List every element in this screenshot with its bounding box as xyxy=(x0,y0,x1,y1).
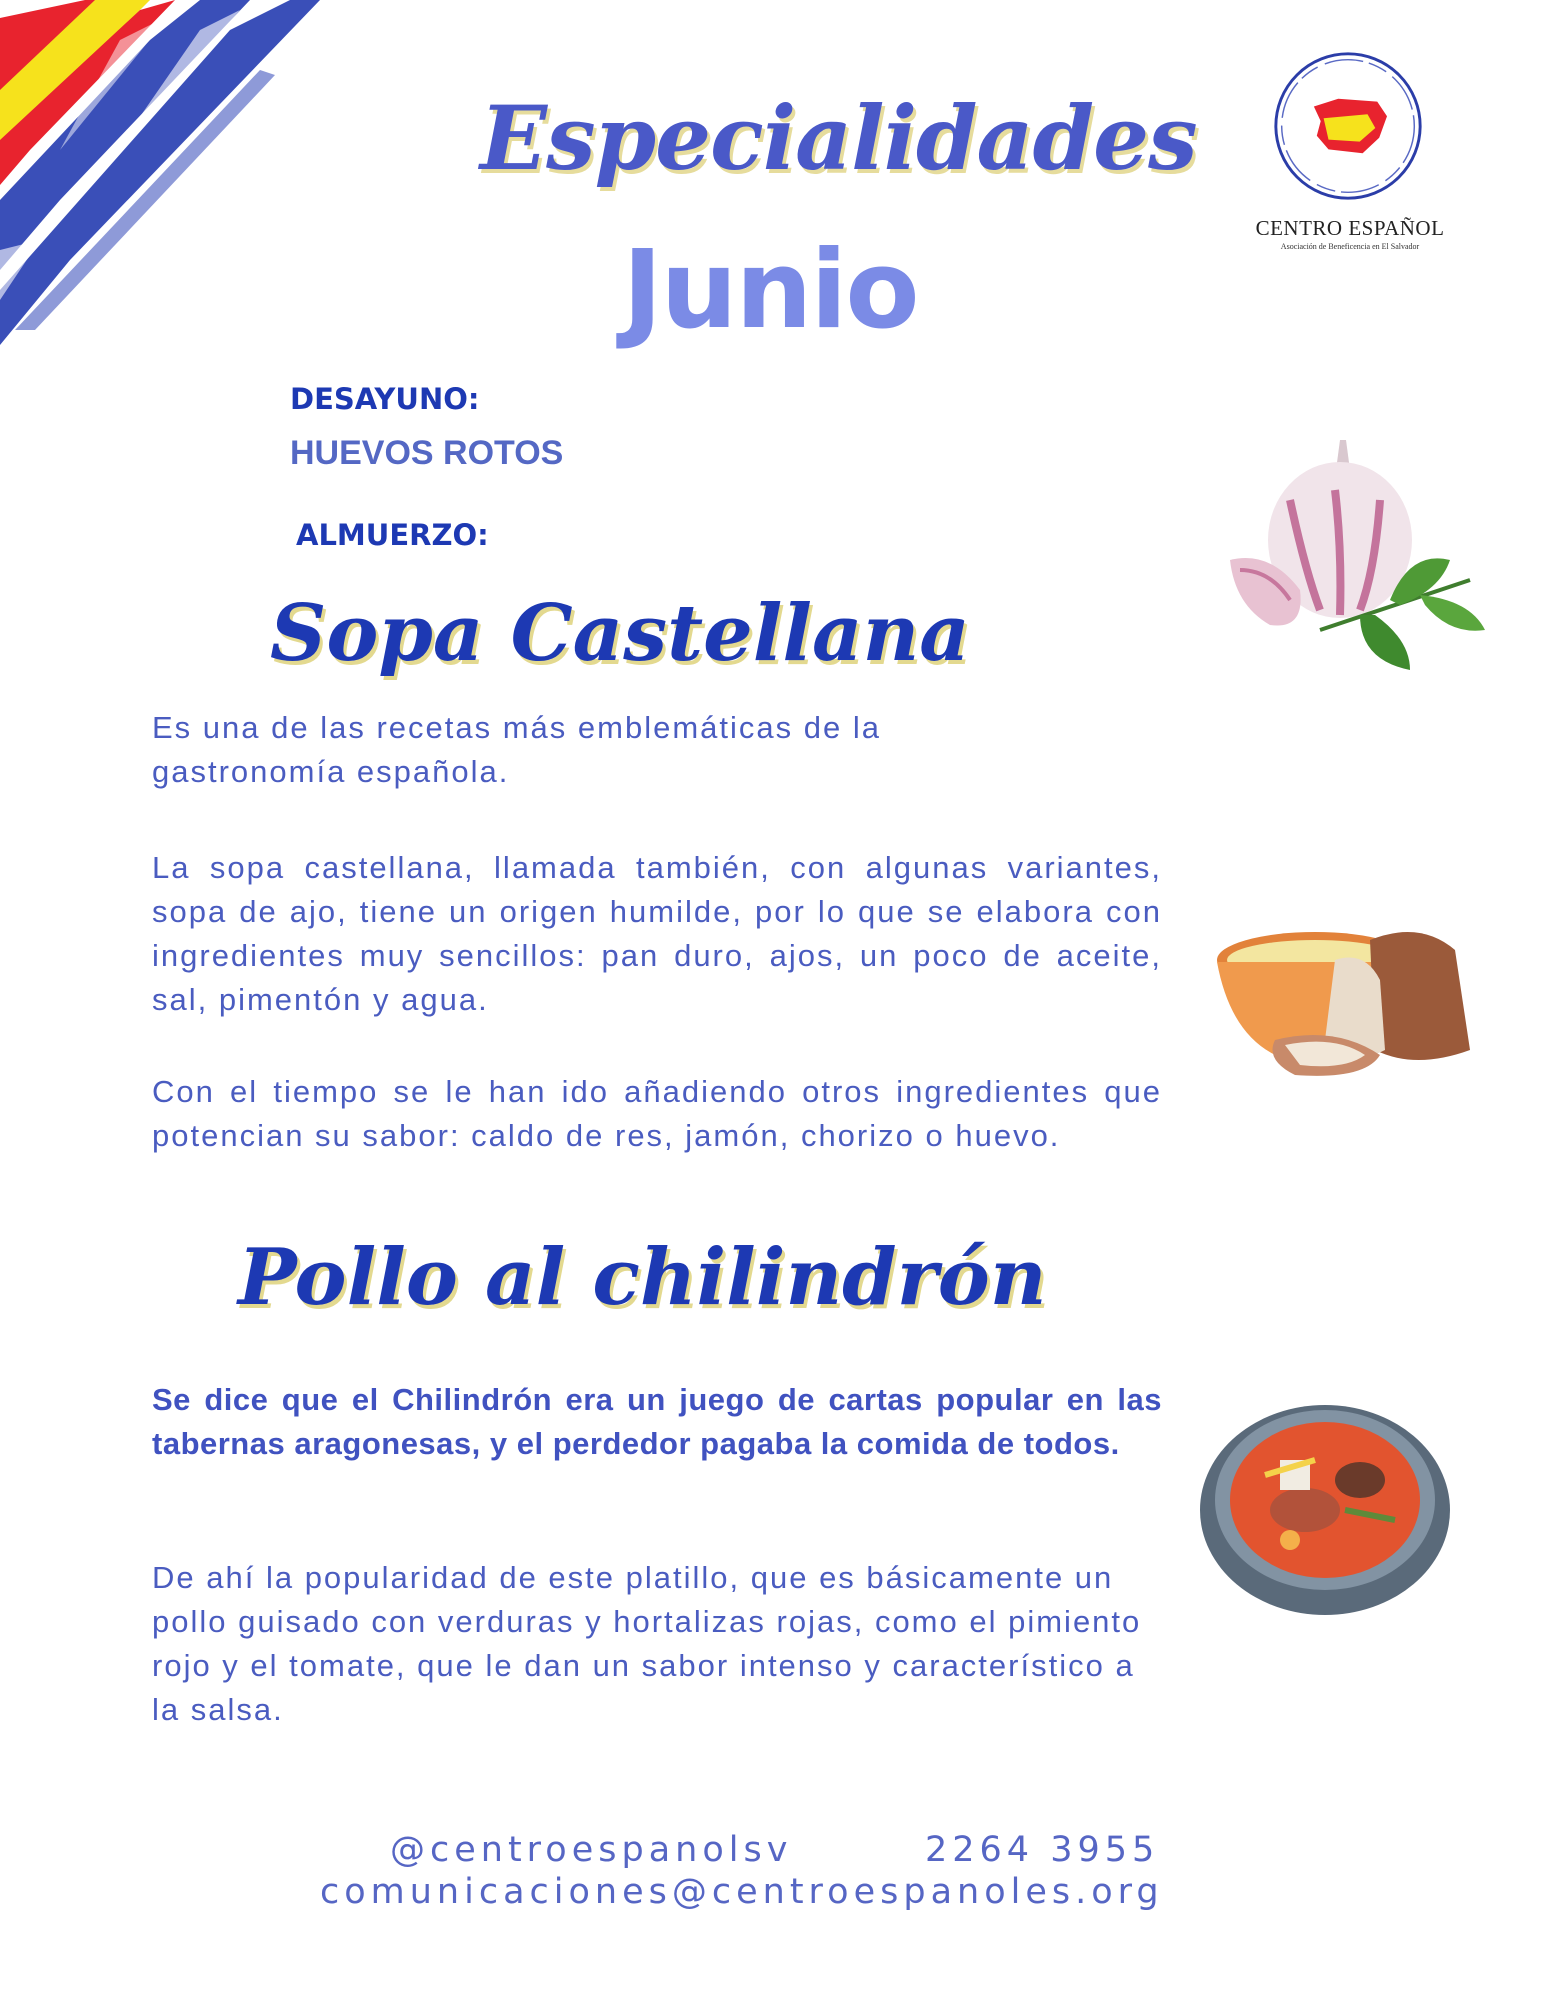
dish-paragraph: Es una de las recetas más emblemáticas de la gastronomía española. xyxy=(152,710,881,789)
page-subtitle-month: Junio xyxy=(622,228,918,353)
dish-paragraph: De ahí la popularidad de este platillo, que es básicamente un pollo guisado con verduras y hortalizas rojas, como el pimiento rojo y el tomate, que le dan un sabor intenso y característico a la salsa. xyxy=(152,1560,1142,1727)
lunch-label: ALMUERZO: xyxy=(296,518,489,552)
footer-phone[interactable]: 2264 3955 xyxy=(925,1830,1160,1870)
soup-bread-icon xyxy=(1215,920,1475,1100)
dish-title-pollo-al-chilindron: Pollo al chilindrón xyxy=(238,1232,1047,1323)
dish-title-sopa-castellana: Sopa Castellana xyxy=(270,588,970,679)
flag-brush-decoration xyxy=(0,0,360,360)
dish-paragraph: La sopa castellana, llamada también, con algunas variantes, sopa de ajo, tiene un origen humilde, por lo que se elabora con ingredientes muy sencillos: pan duro, ajos, un poco de aceite, sal, pimentón y agua. xyxy=(152,850,1162,1017)
logo-subtitle: Asociación de Beneficencia en El Salvador xyxy=(1280,242,1420,251)
logo-name: CENTRO ESPAÑOL xyxy=(1255,216,1445,240)
centro-espanol-logo-icon xyxy=(1270,48,1426,204)
garlic-icon xyxy=(1210,430,1490,690)
dish-paragraph: Con el tiempo se le han ido añadiendo otros ingredientes que potencian su sabor: caldo de res, jamón, chorizo o huevo. xyxy=(152,1074,1162,1153)
footer-email[interactable]: comunicaciones@centroespanoles.org xyxy=(320,1872,1164,1912)
page-title: Especialidades xyxy=(480,86,1197,190)
breakfast-label: DESAYUNO: xyxy=(290,382,480,416)
breakfast-item: HUEVOS ROTOS xyxy=(290,434,564,472)
chicken-stew-icon xyxy=(1195,1390,1455,1625)
dish-paragraph-bold: Se dice que el Chilindrón era un juego de cartas popular en las tabernas aragonesas, y el perdedor pagaba la comida de todos. xyxy=(152,1382,1162,1461)
footer-social-handle[interactable]: @centroespanolsv xyxy=(390,1830,793,1870)
